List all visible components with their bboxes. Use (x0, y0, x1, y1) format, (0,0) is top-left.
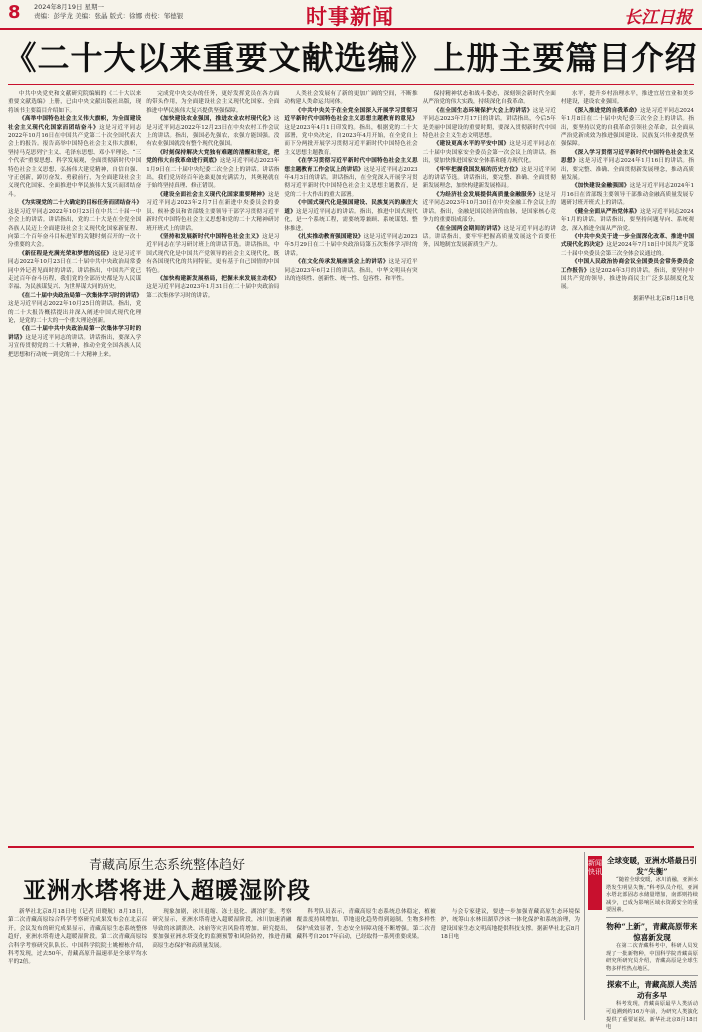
document-title: 《健全全面从严治党体系》 (571, 208, 640, 215)
story-headline: 亚洲水塔将进入超暖湿阶段 (23, 877, 311, 904)
story-column (297, 908, 436, 1020)
article-paragraph (8, 292, 141, 326)
article-paragraph (8, 115, 141, 199)
document-title: 《在学习贯彻习近平新时代中国特色社会主义思想主题教育工作会议上的讲话》 (284, 158, 418, 173)
document-title: 《为实现党的二十大确定的目标任务而团结奋斗》 (19, 200, 143, 207)
paragraph-text: 这是习近平同志2022年10月16日在中国共产党第二十次全国代表大会上的报告。报告高举中国特色社会主义伟大旗帜，坚持马克思列宁主义、毛泽东思想、邓小平理论、“三个代表”重要思想、科学发展观，全面贯彻新时代中国特色社会主义思想，弘扬伟大建党精神，自信自强、守正创新，踔厉奋发、勇毅前行，为全面建设社会主义现代化国家、全面推进中华民族伟大复兴而团结奋斗。 (8, 124, 142, 198)
paragraph-text: 这是习近平同志在二十届中央国家安全委员会第一次会议上的讲话。指出，要加快推进国家安全体系和能力现代化。 (422, 141, 556, 165)
article-paragraph (423, 225, 556, 250)
document-title: 《在二十届中央政治局第一次集体学习时的讲话》 (19, 292, 143, 299)
article-paragraph (284, 157, 417, 199)
paragraph-text: 这是习近平同志2024年1月16日在省部级主要领导干部推动金融高质量发展专题研讨班开班式上的讲话。 (560, 183, 695, 207)
brief-title: 全球变暖，亚洲水塔最吕引发“失衡” (607, 856, 697, 876)
story-paragraph: 现象加剧，冰川退缩、冻土退化、湖泊扩张。考察研究显示，亚洲水塔将进入超暖湿阶段，冰川加速消融导致的冰湖溃决、冰崩等灾害风险将增加。研究提出，要加强亚洲水塔变化的监测预警和风险防控，推进青藏高原生态保护和高质量发展。 (152, 909, 292, 949)
paragraph-text: 保持精神状态和战斗姿态，深刻领会新时代全面从严治党的伟大实践，持续深化自我革命。 (422, 91, 556, 106)
story-paragraph: 新华社北京8月18日电（记者 田晓航）8月18日，第二次青藏高原综合科学考察研究成果发布会在北京召开。会议发布的研究成果显示，青藏高原生态系统整体趋好，亚洲水塔将进入超暖湿阶段。第二次青藏高原综合科学考察研究队队长、中国科学院院士姚檀栋介绍，科考发现，过去50年，青藏高原升温速率是全球平均水平的2倍。 (8, 909, 148, 966)
story-column (152, 908, 291, 1020)
issue-date: 2024年8月19日 星期一 (34, 3, 105, 11)
article-paragraph (423, 191, 556, 225)
article-paragraph (284, 199, 417, 233)
article-paragraph (561, 208, 694, 233)
document-title: 《在全国生态环境保护大会上的讲话》 (433, 107, 533, 114)
document-title: 《坚持和发展新时代中国特色社会主义》 (157, 233, 263, 240)
brief-divider (606, 917, 698, 918)
document-title: 《在全国两会期间的讲话》 (433, 225, 504, 232)
article-paragraph (423, 140, 556, 165)
story-paragraph: 科考队员表示，青藏高原生态系统总体稳定，植被覆盖度持续增加，草地退化趋势得到遏制，生物多样性保护成效显著，生态安全屏障功能不断增强。第二次青藏科考自2017年启动，已经取得一系列重要成果。 (296, 909, 436, 941)
document-title: 《建设更高水平的平安中国》 (433, 141, 510, 148)
article-column (284, 90, 417, 842)
brief-title: 物种“上新”，青藏高原带来惊喜新发现 (606, 921, 698, 942)
brief-title: 探索不止，青藏高原人类活动有多早 (607, 980, 697, 1001)
brief-text: “随着全球变暖，冰川消融，亚洲水塔发生明显失衡。”科考队员介绍，亚洲水塔北部固态水储量增加，南部则持续减少，已成为影响区域水资源安全的重要因素。 (606, 877, 698, 914)
masthead (0, 0, 702, 30)
paragraph-text: 人类社会发展有了新的更加广阔的空间，不断推动构建人类命运共同体。 (284, 91, 418, 106)
document-title: 《中国式现代化是强国建设、民族复兴的康庄大道》 (284, 200, 418, 215)
brief-text: 在第二次青藏科考中，科研人员发现了一批新物种，中国科学院青藏高原研究所研究员介绍，青藏高原是全球生物多样性热点地区。 (606, 942, 698, 972)
paragraph-text: 这是习近平同志在学习研讨班上的讲话节选。讲话指出，中国式现代化是中国共产党领导的社会主义现代化，既有各国现代化的共同特征，更有基于自己国情的中国特色。 (146, 233, 280, 274)
story-kicker: 青藏高原生态系统整体趋好 (88, 858, 245, 873)
article-paragraph (8, 199, 141, 249)
article-paragraph (284, 258, 417, 283)
main-headline: 《二十大以来重要文献选编》上册主要篇目介绍 (4, 39, 698, 77)
paragraph-text: 这是2024年7月18日中国共产党第二十届中央委员会第三次全体会议通过的。 (560, 242, 695, 257)
story-paragraph: 与会专家建议，要进一步加强青藏高原生态环境保护，统筹山水林田湖草沙冰一体化保护和系统治理，为建设国家生态文明高地提供科技支撑。据新华社北京8月18日电 (440, 909, 580, 941)
paragraph-text: 这是习近平同志2024年1月的讲话。讲话指出，要坚持问题导向、系统观念，深入推进全面从严治党。 (560, 208, 695, 232)
story-column (8, 908, 147, 1020)
brief-text: 科考发现，青藏高原最早人类活动可追溯到约16万年前，为研究人类演化提供了重要证据。新华社北京8月18日电 (606, 1001, 698, 1031)
document-title: 《高举中国特色社会主义伟大旗帜，为全面建设社会主义现代化国家而团结奋斗》 (8, 116, 142, 131)
newspaper-logo: 长江日报 (624, 8, 692, 28)
paragraph-text: 这是习近平同志2022年10月25日的讲话。指出，党的二十大报告概括提出并深入阐述中国式现代化理论，是党的二十大的一个重大理论创新。 (8, 301, 142, 324)
document-title: 《深入推进党的自我革命》 (571, 107, 640, 114)
article-byline: 据新华社北京8月18日电 (632, 295, 695, 302)
paragraph-text: 水平，提升乡村治理水平，推进宜居宜业和美乡村建设，建设农业强国。 (560, 91, 695, 106)
article-column (423, 90, 556, 842)
article-paragraph (561, 149, 694, 183)
document-title: 《中国人民政治协商会议全国委员会常务委员会工作报告》 (560, 259, 695, 274)
paragraph-text: 这是习近平同志2023年6月2日的讲话。指出，中华文明具有突出的连续性、创新性、统一性、包容性、和平性。 (284, 259, 418, 282)
article-paragraph (146, 115, 279, 149)
briefs-tag: 新闻快讯 (588, 856, 602, 910)
document-title: 《时刻保持解决大党独有难题的清醒和坚定，把党的伟大自我革命进行到底》 (146, 149, 280, 165)
paragraph-text: 这是习近平同志的讲话节选。讲话指出，要完整、准确、全面贯彻新发展理念，加快构建新发展格局。 (422, 166, 556, 190)
document-title: 《在二十届中共中央政治局第一次集体学习时的讲话》 (8, 326, 142, 341)
article-column (561, 90, 694, 842)
document-title: 《新征程是充满光荣和梦想的远征》 (19, 250, 113, 257)
document-title: 《深入学习贯彻习近平新时代中国特色社会主义思想》 (560, 149, 695, 165)
paragraph-text: 这是2024年3月的讲话。指出，要坚持中国共产党的领导，推进协商民主广泛多层制度化发展。 (560, 267, 695, 291)
article-paragraph (8, 250, 141, 292)
editor-credits: 责编：彭学龙 美编：张晶 版式：徐娜 责校：邹德银 (34, 12, 184, 20)
article-paragraph (561, 258, 694, 292)
article-paragraph (284, 90, 417, 107)
column-divider (584, 852, 585, 1020)
paragraph-text: 这是习近平同志2022年10月23日在中共二十届一中全会上的讲话。讲话指出，党的二十大是在全党全国各族人民迈上全面建设社会主义现代化国家新征程、向第二个百年奋斗目标进军的关键时刻召开的一次十分重要的大会。 (8, 208, 142, 249)
brief-divider (606, 975, 698, 976)
paragraph-text: 这是习近平同志2024年1月16日的讲话。指出，要完整、准确、全面贯彻新发展理念，推动高质量发展。 (560, 158, 695, 182)
news-briefs (606, 852, 698, 1031)
paragraph-text: 这是习近平同志2023年10月30日在中央金融工作会议上的讲话。指出，金融是国民经济的血脉，是国家核心竞争力的重要组成部分。 (422, 191, 556, 224)
paragraph-text: 这是习近平同志2023年7月17日的讲话。讲话指出，今后5年是美丽中国建设的重要时期，要深入贯彻新时代中国特色社会主义生态文明思想。 (422, 107, 556, 140)
document-title: 《为经济社会发展提供高质量金融服务》 (433, 191, 539, 198)
paragraph-text: 这是习近平同志2024年1月8日在二十届中央纪委三次全会上的讲话。指出，要坚持以党的自我革命引领社会革命，以全面从严治党新成效为推进强国建设、民族复兴伟业提供坚强保障。 (560, 107, 695, 148)
article-column (8, 90, 141, 842)
paragraph-text: 这是习近平同志2022年12月23日在中央农村工作会议上的讲话。指出，强国必先强农，农强方能国强。没有农业强国就没有整个现代化强国。 (146, 116, 280, 148)
article-paragraph (561, 90, 694, 107)
document-title: 《加快构建新发展格局，把握未来发展主动权》 (157, 275, 280, 282)
section-divider (8, 846, 694, 848)
article-paragraph (284, 233, 417, 258)
document-title: 《中共中央关于进一步全面深化改革、推进中国式现代化的决定》 (560, 233, 695, 249)
article-paragraph (561, 233, 694, 258)
headline-divider (8, 84, 694, 85)
document-title: 《在文化传承发展座谈会上的讲话》 (295, 259, 389, 266)
document-title: 《加快建设农业强国，推进农业农村现代化》 (157, 116, 274, 123)
document-title: 《牢牢把握我国发展的历史方位》 (433, 166, 522, 173)
article-paragraph (146, 191, 279, 233)
article-paragraph (146, 90, 279, 115)
article-paragraph (284, 107, 417, 157)
paragraph-text: 完成党中央交办的任务，更好发挥党员在各方面的带头作用，为全面建设社会主义现代化国家、全面推进中华民族伟大复兴提供坚强保障。 (146, 91, 280, 114)
paragraph-text: 中共中央党史和文献研究院编辑的《二十大以来重要文献选编》上册，已由中央文献出版社出版，现将该书主要篇目介绍如下。 (8, 91, 142, 114)
section-title: 时事新闻 (306, 4, 394, 29)
article-paragraph (8, 90, 141, 115)
paragraph-text: 这是习近平同志的讲话。指出，推进中国式现代化，是一个系统工程，需要统筹兼顾、系统谋划、整体推进。 (284, 208, 418, 232)
secondary-story (8, 852, 580, 1020)
article-paragraph (561, 182, 694, 207)
paragraph-text: 这是习近平同志的讲话。讲话指出，要深入学习宣传贯彻党的二十大精神，推动全党全国各族人民把思想和行动统一到党的二十大精神上来。 (8, 334, 142, 358)
paragraph-text: 这是习近平同志2023年4月3日的讲话。讲话指出，在全党深入开展学习贯彻习近平新时代中国特色社会主义思想主题教育，是党的二十大作出的重大部署。 (284, 166, 418, 198)
document-title: 《加快建设金融强国》 (571, 183, 630, 190)
paragraph-text: 这是习近平同志2022年10月23日在二十届中共中央政治局常委同中外记者见面时的讲话。讲话指出，中国共产党已走过百年奋斗历程，我们党的全部历史都是为人民谋幸福、为民族谋复兴、为世界谋大同的历史。 (8, 250, 142, 291)
story-body (8, 908, 580, 1020)
article-paragraph (8, 325, 141, 359)
paragraph-text: 这是习近平同志2023年1月9日在二十届中央纪委二次全会上的讲话。讲话指出，我们党历经百年沧桑更加充满活力，其奥秘就在于始终坚持真理、修正错误。 (146, 158, 280, 190)
document-title: 《建设全面社会主义现代化国家重要精神》 (157, 191, 268, 198)
paragraph-text: 这是习近平同志2023年1月31日在二十届中央政治局第二次集体学习时的讲话。 (146, 284, 280, 299)
article-paragraph (423, 90, 556, 107)
article-paragraph (561, 107, 694, 149)
paragraph-text: 这是习近平同志2023年2月7日在新进中央委员会的委员、候补委员和省部级主要领导干部学习贯彻习近平新时代中国特色社会主义思想和党的二十大精神研讨班开班式上的讲话。 (146, 191, 280, 232)
paragraph-text: 这是2023年4月1日印发的。指出，根据党的二十大部署，党中央决定，自2023年4月开始，在全党自上而下分两批开展学习贯彻习近平新时代中国特色社会主义思想主题教育。 (284, 124, 418, 156)
issue-meta (34, 3, 183, 21)
document-title: 《中共中央关于在全党全国深入开展学习贯彻习近平新时代中国特色社会主义思想主题教育的意见》 (284, 107, 418, 123)
article-paragraph (423, 166, 556, 191)
document-title: 《扎实推动教育强国建设》 (295, 233, 364, 240)
paragraph-text: 这是习近平同志2023年5月29日在二十届中央政治局第五次集体学习时的讲话。 (284, 233, 418, 257)
page-number: 8 (8, 2, 21, 23)
paragraph-text: 这是习近平同志的讲话。讲话指出，要牢牢把握高质量发展这个首要任务，因地制宜发展新质生产力。 (422, 225, 556, 249)
story-column (441, 908, 580, 1020)
article-body (8, 90, 694, 842)
article-paragraph (146, 233, 279, 275)
article-column (146, 90, 279, 842)
article-paragraph (423, 107, 556, 141)
article-paragraph (146, 149, 279, 191)
article-paragraph (146, 275, 279, 300)
